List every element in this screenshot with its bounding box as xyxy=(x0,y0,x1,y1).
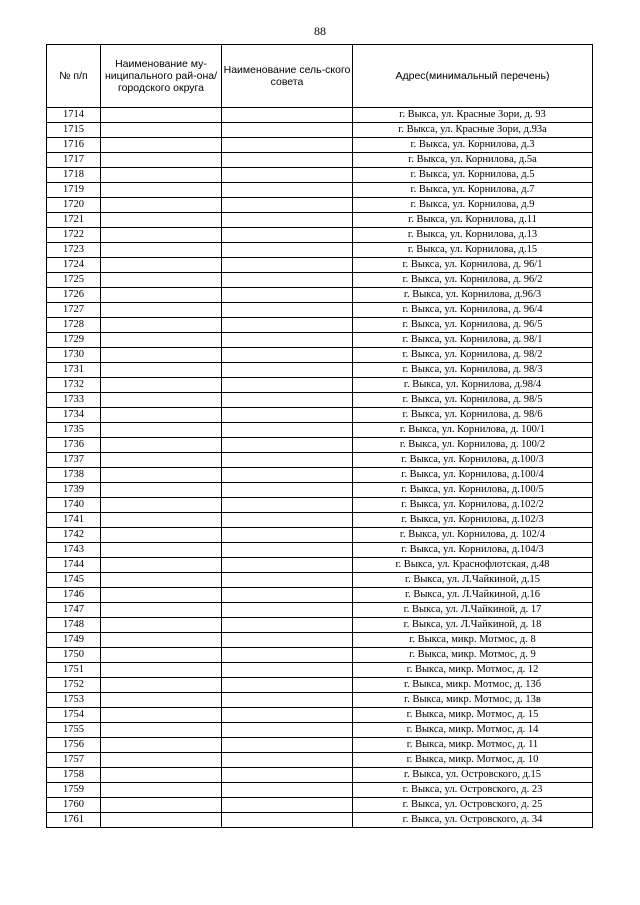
table-row xyxy=(47,108,593,123)
table-row xyxy=(47,768,593,783)
table-row xyxy=(47,258,593,273)
row-number: 1745 xyxy=(47,573,101,588)
district-cell xyxy=(101,258,222,273)
header-num: № п/п xyxy=(47,45,101,108)
address-cell: г. Выкса, ул. Краснофлотская, д.48 xyxy=(353,558,593,573)
district-cell xyxy=(101,138,222,153)
address-cell: г. Выкса, ул. Корнилова, д. 96/1 xyxy=(353,258,593,273)
district-cell xyxy=(101,108,222,123)
address-cell: г. Выкса, ул. Л.Чайкиной, д. 17 xyxy=(353,603,593,618)
row-number: 1730 xyxy=(47,348,101,363)
row-number: 1732 xyxy=(47,378,101,393)
row-number: 1755 xyxy=(47,723,101,738)
district-cell xyxy=(101,153,222,168)
council-cell xyxy=(222,123,353,138)
district-cell xyxy=(101,213,222,228)
row-number: 1715 xyxy=(47,123,101,138)
table-row xyxy=(47,663,593,678)
council-cell xyxy=(222,573,353,588)
address-cell: г. Выкса, микр. Мотмос, д. 8 xyxy=(353,633,593,648)
row-number: 1739 xyxy=(47,483,101,498)
address-cell: г. Выкса, ул. Корнилова, д. 100/2 xyxy=(353,438,593,453)
table-row xyxy=(47,573,593,588)
address-cell: г. Выкса, ул. Корнилова, д.9 xyxy=(353,198,593,213)
row-number: 1754 xyxy=(47,708,101,723)
council-cell xyxy=(222,618,353,633)
district-cell xyxy=(101,513,222,528)
district-cell xyxy=(101,363,222,378)
table-row xyxy=(47,348,593,363)
table-row xyxy=(47,633,593,648)
district-cell xyxy=(101,423,222,438)
row-number: 1725 xyxy=(47,273,101,288)
district-cell xyxy=(101,168,222,183)
council-cell xyxy=(222,738,353,753)
district-cell xyxy=(101,723,222,738)
council-cell xyxy=(222,633,353,648)
row-number: 1723 xyxy=(47,243,101,258)
row-number: 1757 xyxy=(47,753,101,768)
address-cell: г. Выкса, ул. Красные Зори, д. 93 xyxy=(353,108,593,123)
council-cell xyxy=(222,678,353,693)
council-cell xyxy=(222,798,353,813)
row-number: 1722 xyxy=(47,228,101,243)
council-cell xyxy=(222,588,353,603)
row-number: 1734 xyxy=(47,408,101,423)
address-cell: г. Выкса, микр. Мотмос, д. 14 xyxy=(353,723,593,738)
address-cell: г. Выкса, ул. Корнилова, д. 96/2 xyxy=(353,273,593,288)
address-cell: г. Выкса, ул. Корнилова, д.5а xyxy=(353,153,593,168)
district-cell xyxy=(101,378,222,393)
council-cell xyxy=(222,288,353,303)
row-number: 1718 xyxy=(47,168,101,183)
district-cell xyxy=(101,573,222,588)
address-cell: г. Выкса, ул. Островского, д.15 xyxy=(353,768,593,783)
table-row xyxy=(47,738,593,753)
council-cell xyxy=(222,303,353,318)
council-cell xyxy=(222,393,353,408)
row-number: 1728 xyxy=(47,318,101,333)
address-cell: г. Выкса, ул. Корнилова, д.98/4 xyxy=(353,378,593,393)
district-cell xyxy=(101,768,222,783)
council-cell xyxy=(222,348,353,363)
council-cell xyxy=(222,708,353,723)
row-number: 1744 xyxy=(47,558,101,573)
table-row xyxy=(47,453,593,468)
district-cell xyxy=(101,648,222,663)
address-cell: г. Выкса, микр. Мотмос, д. 12 xyxy=(353,663,593,678)
table-row xyxy=(47,588,593,603)
district-cell xyxy=(101,348,222,363)
table-row xyxy=(47,798,593,813)
district-cell xyxy=(101,288,222,303)
district-cell xyxy=(101,438,222,453)
district-cell xyxy=(101,318,222,333)
council-cell xyxy=(222,768,353,783)
table-header-row xyxy=(47,45,593,108)
address-cell: г. Выкса, ул. Корнилова, д. 98/1 xyxy=(353,333,593,348)
address-cell: г. Выкса, ул. Корнилова, д. 100/1 xyxy=(353,423,593,438)
row-number: 1759 xyxy=(47,783,101,798)
row-number: 1721 xyxy=(47,213,101,228)
council-cell xyxy=(222,648,353,663)
row-number: 1733 xyxy=(47,393,101,408)
address-cell: г. Выкса, ул. Корнилова, д. 98/3 xyxy=(353,363,593,378)
row-number: 1716 xyxy=(47,138,101,153)
table-row xyxy=(47,183,593,198)
table-row xyxy=(47,618,593,633)
council-cell xyxy=(222,723,353,738)
address-cell: г. Выкса, ул. Корнилова, д. 102/4 xyxy=(353,528,593,543)
table-row xyxy=(47,543,593,558)
address-cell: г. Выкса, микр. Мотмос, д. 11 xyxy=(353,738,593,753)
header-district: Наименование му-ниципального рай-она/ городского округа xyxy=(101,45,222,108)
address-cell: г. Выкса, ул. Корнилова, д.102/2 xyxy=(353,498,593,513)
address-cell: г. Выкса, ул. Красные Зори, д.93а xyxy=(353,123,593,138)
address-cell: г. Выкса, ул. Островского, д. 34 xyxy=(353,813,593,828)
table-row xyxy=(47,498,593,513)
table-row xyxy=(47,438,593,453)
council-cell xyxy=(222,438,353,453)
address-cell: г. Выкса, микр. Мотмос, д. 13б xyxy=(353,678,593,693)
table-row xyxy=(47,558,593,573)
council-cell xyxy=(222,168,353,183)
council-cell xyxy=(222,663,353,678)
address-cell: г. Выкса, микр. Мотмос, д. 10 xyxy=(353,753,593,768)
table-row xyxy=(47,678,593,693)
district-cell xyxy=(101,753,222,768)
row-number: 1753 xyxy=(47,693,101,708)
address-cell: г. Выкса, ул. Корнилова, д. 96/4 xyxy=(353,303,593,318)
table-row xyxy=(47,333,593,348)
district-cell xyxy=(101,228,222,243)
address-cell: г. Выкса, ул. Корнилова, д.100/3 xyxy=(353,453,593,468)
council-cell xyxy=(222,198,353,213)
district-cell xyxy=(101,393,222,408)
address-cell: г. Выкса, ул. Островского, д. 25 xyxy=(353,798,593,813)
council-cell xyxy=(222,378,353,393)
table-row xyxy=(47,318,593,333)
row-number: 1737 xyxy=(47,453,101,468)
council-cell xyxy=(222,753,353,768)
table-row xyxy=(47,513,593,528)
council-cell xyxy=(222,183,353,198)
district-cell xyxy=(101,663,222,678)
table-row xyxy=(47,303,593,318)
table-row xyxy=(47,123,593,138)
row-number: 1731 xyxy=(47,363,101,378)
table-row xyxy=(47,408,593,423)
council-cell xyxy=(222,333,353,348)
district-cell xyxy=(101,528,222,543)
district-cell xyxy=(101,273,222,288)
address-cell: г. Выкса, ул. Корнилова, д.11 xyxy=(353,213,593,228)
address-cell: г. Выкса, ул. Л.Чайкиной, д.16 xyxy=(353,588,593,603)
address-cell: г. Выкса, ул. Корнилова, д. 98/6 xyxy=(353,408,593,423)
table-row xyxy=(47,138,593,153)
page-number: 88 xyxy=(314,24,326,38)
council-cell xyxy=(222,603,353,618)
table-row xyxy=(47,393,593,408)
address-cell: г. Выкса, ул. Корнилова, д. 98/2 xyxy=(353,348,593,363)
district-cell xyxy=(101,588,222,603)
council-cell xyxy=(222,558,353,573)
address-cell: г. Выкса, ул. Корнилова, д.100/5 xyxy=(353,483,593,498)
row-number: 1729 xyxy=(47,333,101,348)
table-row xyxy=(47,153,593,168)
row-number: 1758 xyxy=(47,768,101,783)
row-number: 1720 xyxy=(47,198,101,213)
table-row xyxy=(47,723,593,738)
address-table xyxy=(46,44,593,828)
table-row xyxy=(47,648,593,663)
row-number: 1726 xyxy=(47,288,101,303)
district-cell xyxy=(101,603,222,618)
address-cell: г. Выкса, ул. Корнилова, д. 98/5 xyxy=(353,393,593,408)
row-number: 1738 xyxy=(47,468,101,483)
table-body xyxy=(47,108,593,828)
district-cell xyxy=(101,498,222,513)
row-number: 1747 xyxy=(47,603,101,618)
council-cell xyxy=(222,513,353,528)
district-cell xyxy=(101,333,222,348)
table-row xyxy=(47,288,593,303)
address-cell: г. Выкса, ул. Корнилова, д.104/3 xyxy=(353,543,593,558)
district-cell xyxy=(101,693,222,708)
row-number: 1756 xyxy=(47,738,101,753)
council-cell xyxy=(222,528,353,543)
council-cell xyxy=(222,408,353,423)
table-row xyxy=(47,213,593,228)
row-number: 1717 xyxy=(47,153,101,168)
row-number: 1749 xyxy=(47,633,101,648)
council-cell xyxy=(222,543,353,558)
table-row xyxy=(47,708,593,723)
row-number: 1719 xyxy=(47,183,101,198)
row-number: 1742 xyxy=(47,528,101,543)
address-cell: г. Выкса, ул. Л.Чайкиной, д.15 xyxy=(353,573,593,588)
row-number: 1760 xyxy=(47,798,101,813)
address-cell: г. Выкса, ул. Корнилова, д.13 xyxy=(353,228,593,243)
header-address: Адрес(минимальный перечень) xyxy=(353,45,593,108)
district-cell xyxy=(101,468,222,483)
row-number: 1750 xyxy=(47,648,101,663)
table-row xyxy=(47,693,593,708)
address-cell: г. Выкса, ул. Корнилова, д.15 xyxy=(353,243,593,258)
district-cell xyxy=(101,543,222,558)
row-number: 1735 xyxy=(47,423,101,438)
district-cell xyxy=(101,783,222,798)
row-number: 1724 xyxy=(47,258,101,273)
council-cell xyxy=(222,213,353,228)
table-row xyxy=(47,273,593,288)
district-cell xyxy=(101,708,222,723)
row-number: 1746 xyxy=(47,588,101,603)
district-cell xyxy=(101,198,222,213)
district-cell xyxy=(101,183,222,198)
council-cell xyxy=(222,423,353,438)
district-cell xyxy=(101,303,222,318)
council-cell xyxy=(222,243,353,258)
district-cell xyxy=(101,798,222,813)
district-cell xyxy=(101,738,222,753)
district-cell xyxy=(101,408,222,423)
row-number: 1736 xyxy=(47,438,101,453)
council-cell xyxy=(222,318,353,333)
council-cell xyxy=(222,453,353,468)
table-row xyxy=(47,363,593,378)
row-number: 1741 xyxy=(47,513,101,528)
table-row xyxy=(47,468,593,483)
council-cell xyxy=(222,228,353,243)
table-row xyxy=(47,528,593,543)
district-cell xyxy=(101,618,222,633)
address-cell: г. Выкса, микр. Мотмос, д. 9 xyxy=(353,648,593,663)
address-cell: г. Выкса, ул. Островского, д. 23 xyxy=(353,783,593,798)
row-number: 1751 xyxy=(47,663,101,678)
table-row xyxy=(47,228,593,243)
district-cell xyxy=(101,243,222,258)
address-cell: г. Выкса, ул. Корнилова, д.3 xyxy=(353,138,593,153)
council-cell xyxy=(222,468,353,483)
table-row xyxy=(47,378,593,393)
district-cell xyxy=(101,633,222,648)
council-cell xyxy=(222,108,353,123)
table-row xyxy=(47,168,593,183)
address-cell: г. Выкса, микр. Мотмос, д. 13в xyxy=(353,693,593,708)
address-cell: г. Выкса, ул. Корнилова, д.96/3 xyxy=(353,288,593,303)
table-row xyxy=(47,423,593,438)
council-cell xyxy=(222,258,353,273)
row-number: 1743 xyxy=(47,543,101,558)
council-cell xyxy=(222,138,353,153)
address-cell: г. Выкса, ул. Корнилова, д.7 xyxy=(353,183,593,198)
district-cell xyxy=(101,123,222,138)
row-number: 1727 xyxy=(47,303,101,318)
district-cell xyxy=(101,558,222,573)
council-cell xyxy=(222,363,353,378)
council-cell xyxy=(222,693,353,708)
row-number: 1748 xyxy=(47,618,101,633)
district-cell xyxy=(101,678,222,693)
address-cell: г. Выкса, микр. Мотмос, д. 15 xyxy=(353,708,593,723)
council-cell xyxy=(222,498,353,513)
district-cell xyxy=(101,483,222,498)
district-cell xyxy=(101,453,222,468)
row-number: 1752 xyxy=(47,678,101,693)
table-row xyxy=(47,603,593,618)
address-cell: г. Выкса, ул. Корнилова, д.5 xyxy=(353,168,593,183)
table-row xyxy=(47,483,593,498)
council-cell xyxy=(222,813,353,828)
table-row xyxy=(47,813,593,828)
row-number: 1714 xyxy=(47,108,101,123)
address-cell: г. Выкса, ул. Корнилова, д.100/4 xyxy=(353,468,593,483)
district-cell xyxy=(101,813,222,828)
address-cell: г. Выкса, ул. Корнилова, д. 96/5 xyxy=(353,318,593,333)
council-cell xyxy=(222,783,353,798)
row-number: 1740 xyxy=(47,498,101,513)
address-cell: г. Выкса, ул. Л.Чайкиной, д. 18 xyxy=(353,618,593,633)
council-cell xyxy=(222,273,353,288)
table-row xyxy=(47,198,593,213)
row-number: 1761 xyxy=(47,813,101,828)
header-council: Наименование сель-ского совета xyxy=(222,45,353,108)
council-cell xyxy=(222,483,353,498)
table-row xyxy=(47,243,593,258)
table-row xyxy=(47,753,593,768)
council-cell xyxy=(222,153,353,168)
table-row xyxy=(47,783,593,798)
address-cell: г. Выкса, ул. Корнилова, д.102/3 xyxy=(353,513,593,528)
